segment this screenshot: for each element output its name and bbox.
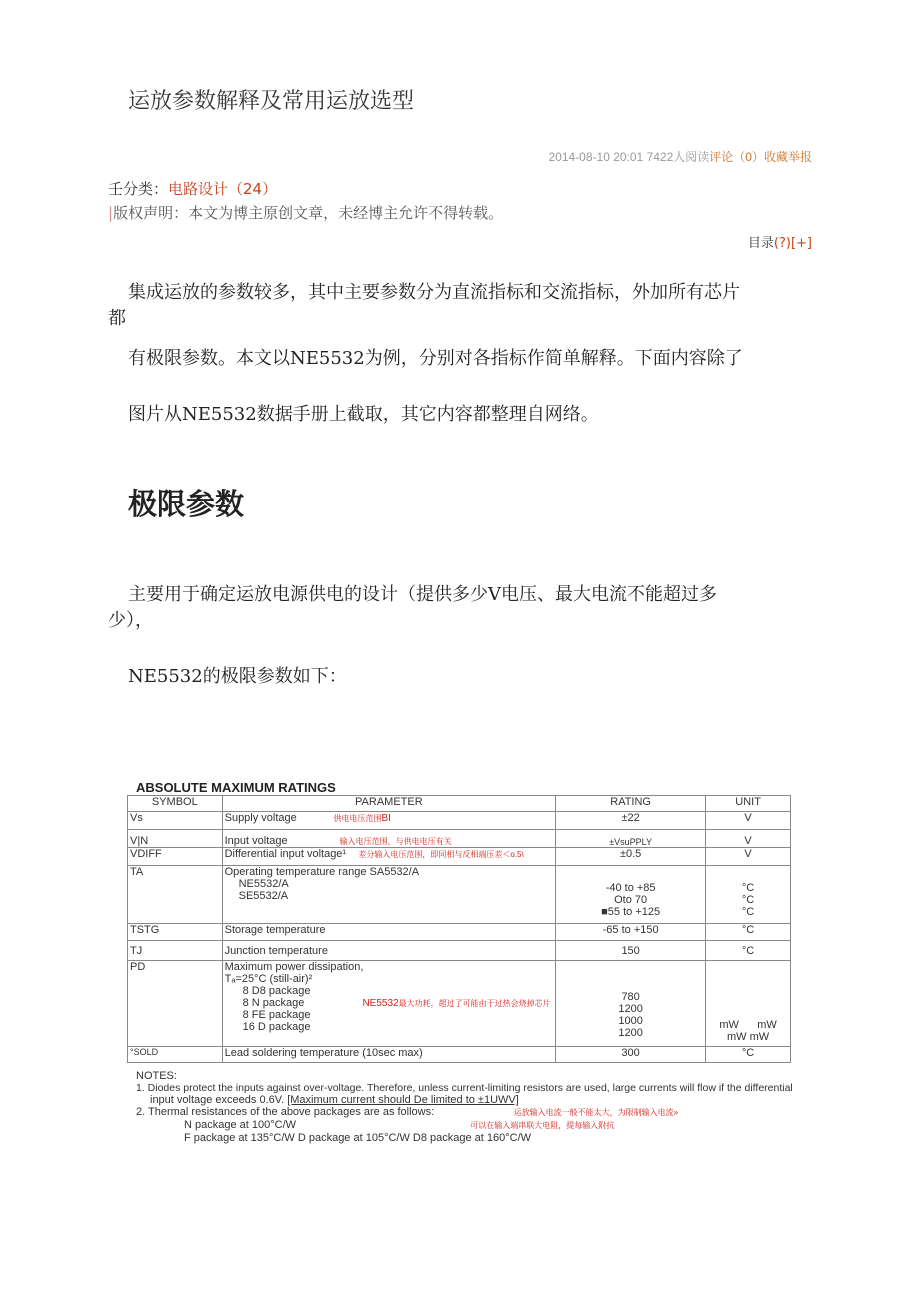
unit-cell: °C bbox=[706, 1047, 791, 1063]
category-line bbox=[108, 178, 277, 199]
header-unit: UNIT bbox=[706, 796, 791, 812]
note-text: [Maximum current should De limited to ±1UWV] bbox=[287, 1094, 519, 1106]
rating-value: -40 to +85 bbox=[605, 882, 656, 894]
article-meta bbox=[548, 148, 812, 165]
rating-value: 1200 bbox=[618, 1003, 643, 1015]
symbol-cell: Vs bbox=[128, 812, 223, 830]
annotation-note: 运放输入电流一般不能太大，为限制输入电流» bbox=[513, 1108, 679, 1117]
parameter-cell bbox=[222, 812, 555, 830]
category-link[interactable]: 电路设计（24） bbox=[168, 180, 278, 198]
unit-cell: V bbox=[706, 830, 791, 848]
rating-cell: ±22 bbox=[556, 812, 706, 830]
parameter-text: Tₐ=25°C (still-air)² bbox=[224, 973, 313, 985]
copyright-bar: | bbox=[108, 204, 114, 222]
parameter-text: 8 N package bbox=[242, 997, 305, 1009]
rating-cell bbox=[556, 961, 706, 1047]
unit-cell: V bbox=[706, 812, 791, 830]
note-2 bbox=[136, 1106, 796, 1119]
table-row bbox=[128, 961, 791, 1047]
annotation-note: 供电电压范围 bbox=[333, 814, 382, 823]
symbol-cell: TJ bbox=[128, 941, 223, 961]
rating-value: 780 bbox=[621, 991, 640, 1003]
parameter-cell: Lead soldering temperature (10sec max) bbox=[222, 1047, 555, 1063]
note-1-cont bbox=[136, 1094, 796, 1106]
annotation-note: 可以在输入端串联大电阻，提每输入附抗 bbox=[470, 1121, 615, 1130]
symbol-cell: VDIFF bbox=[128, 848, 223, 866]
intro-line-1: 集成运放的参数较多，其中主要参数分为直流指标和交流指标，外加所有芯片 bbox=[128, 282, 740, 303]
parameter-subitem: 16 D package bbox=[242, 1021, 311, 1033]
read-count: 7422人阅读 bbox=[646, 150, 710, 164]
collect-link[interactable]: 收藏 bbox=[763, 150, 788, 164]
rating-value: Oto 70 bbox=[614, 894, 648, 906]
parameter-subitem: 8 FE package bbox=[242, 1009, 311, 1021]
notes-heading: NOTES: bbox=[136, 1070, 177, 1082]
table-row bbox=[128, 1047, 791, 1063]
section-heading: 极限参数 bbox=[128, 487, 245, 521]
table-row bbox=[128, 848, 791, 866]
parameter-text: Maximum power dissipation, bbox=[224, 961, 364, 973]
unit-cell bbox=[706, 961, 791, 1047]
symbol-cell: PD bbox=[128, 961, 223, 1047]
note-1: 1. Diodes protect the inputs against over-voltage. Therefore, unless current-limiting resistors are used, large currents will flow if the differential bbox=[136, 1082, 793, 1094]
symbol-cell: TSTG bbox=[128, 924, 223, 941]
annotation-note: 最大功耗，超过了可能由于过热会烧掉芯片 bbox=[398, 999, 551, 1008]
note-text: input voltage exceeds 0.6V. bbox=[150, 1094, 285, 1106]
unit-value: mW mW bbox=[719, 1019, 777, 1031]
comment-link[interactable]: 评论（0） bbox=[709, 150, 764, 164]
rating-cell: 150 bbox=[556, 941, 706, 961]
table-title: ABSOLUTE MAXIMUM RATINGS bbox=[136, 780, 336, 795]
note-2a bbox=[136, 1119, 796, 1132]
parameter-text: Operating temperature range SA5532/A bbox=[224, 866, 420, 878]
rating-value: 1200 bbox=[618, 1027, 643, 1039]
toc-label: 目录 bbox=[747, 236, 774, 251]
symbol-cell: °SOLD bbox=[128, 1047, 223, 1063]
rating-cell: ±VsuPPLY bbox=[556, 830, 706, 848]
header-symbol: SYMBOL bbox=[128, 796, 223, 812]
unit-cell bbox=[706, 866, 791, 924]
annotation-note: NE5532 bbox=[362, 998, 399, 1009]
rating-cell: ±0.5 bbox=[556, 848, 706, 866]
rating-cell: 300 bbox=[556, 1047, 706, 1063]
table-row bbox=[128, 924, 791, 941]
category-label: 壬分类： bbox=[108, 180, 169, 198]
rating-value: ■55 to +125 bbox=[601, 906, 661, 918]
rating-value: 1000 bbox=[618, 1015, 643, 1027]
copyright-notice bbox=[108, 202, 503, 223]
symbol-cell: V|N bbox=[128, 830, 223, 848]
parameter-text: Supply voltage bbox=[224, 812, 297, 824]
header-rating: RATING bbox=[556, 796, 706, 812]
parameter-cell: Storage temperature bbox=[222, 924, 555, 941]
unit-cell: °C bbox=[706, 924, 791, 941]
unit-cell: °C bbox=[706, 941, 791, 961]
section-para-1a: 主要用于确定运放电源供电的设计（提供多少V电压、最大电流不能超过多 bbox=[128, 584, 717, 605]
parameter-text: Differential input voltage¹ bbox=[224, 848, 347, 860]
intro-line-2: 有极限参数。本文以NE5532为例，分别对各指标作简单解释。下面内容除了 bbox=[128, 348, 743, 369]
ratings-table bbox=[127, 795, 791, 1063]
parameter-cell bbox=[222, 866, 555, 924]
post-datetime: 2014-08-10 20:01 bbox=[548, 150, 644, 164]
parameter-text: Input voltage bbox=[224, 835, 288, 847]
rating-cell bbox=[556, 866, 706, 924]
parameter-subitem: NE5532/A bbox=[238, 878, 289, 890]
symbol-cell: TA bbox=[128, 866, 223, 924]
table-header-row bbox=[128, 796, 791, 812]
header-parameter: PARAMETER bbox=[222, 796, 555, 812]
parameter-cell bbox=[222, 830, 555, 848]
table-row bbox=[128, 830, 791, 848]
note-2b: F package at 135°C/W D package at 105°C/W D8 package at 160°C/W bbox=[184, 1132, 532, 1144]
unit-value: °C bbox=[741, 894, 755, 906]
unit-value: °C bbox=[741, 882, 755, 894]
table-row bbox=[128, 941, 791, 961]
note-text: 2. Thermal resistances of the above packages are as follows: bbox=[136, 1106, 435, 1118]
page-title: 运放参数解释及常用运放选型 bbox=[128, 89, 415, 114]
section-para-2: NE5532的极限参数如下： bbox=[128, 666, 347, 687]
parameter-subitem: 8 D8 package bbox=[242, 985, 311, 997]
unit-cell: V bbox=[706, 848, 791, 866]
rating-cell: -65 to +150 bbox=[556, 924, 706, 941]
annotation-note: BI bbox=[381, 813, 391, 824]
unit-value: mW mW bbox=[727, 1031, 770, 1043]
copyright-text: 版权声明：本文为博主原创文章，未经博主允许不得转载。 bbox=[113, 204, 504, 222]
parameter-subitem bbox=[225, 997, 553, 1009]
table-row bbox=[128, 812, 791, 830]
toc-toggle[interactable]: (?)[+] bbox=[773, 236, 812, 251]
annotation-note: 差分输入电压范围，即同相与反相端压差＜o.5\ bbox=[358, 850, 524, 859]
parameter-subitem: SE5532/A bbox=[238, 890, 289, 902]
annotation-note: 输入电压范围，与供电电压有关 bbox=[339, 837, 452, 846]
parameter-cell bbox=[222, 961, 555, 1047]
unit-value: °C bbox=[741, 906, 755, 918]
intro-line-1b: 都 bbox=[108, 308, 126, 329]
toc bbox=[748, 232, 812, 251]
parameter-cell: Junction temperature bbox=[222, 941, 555, 961]
section-para-1b: 少）， bbox=[108, 610, 153, 631]
parameter-cell bbox=[222, 848, 555, 866]
note-text: N package at 100°C/W bbox=[184, 1119, 297, 1131]
table-row bbox=[128, 866, 791, 924]
report-link[interactable]: 举报 bbox=[787, 150, 812, 164]
table-notes bbox=[136, 1070, 796, 1144]
intro-line-3: 图片从NE5532数据手册上截取，其它内容都整理自网络。 bbox=[128, 404, 599, 425]
